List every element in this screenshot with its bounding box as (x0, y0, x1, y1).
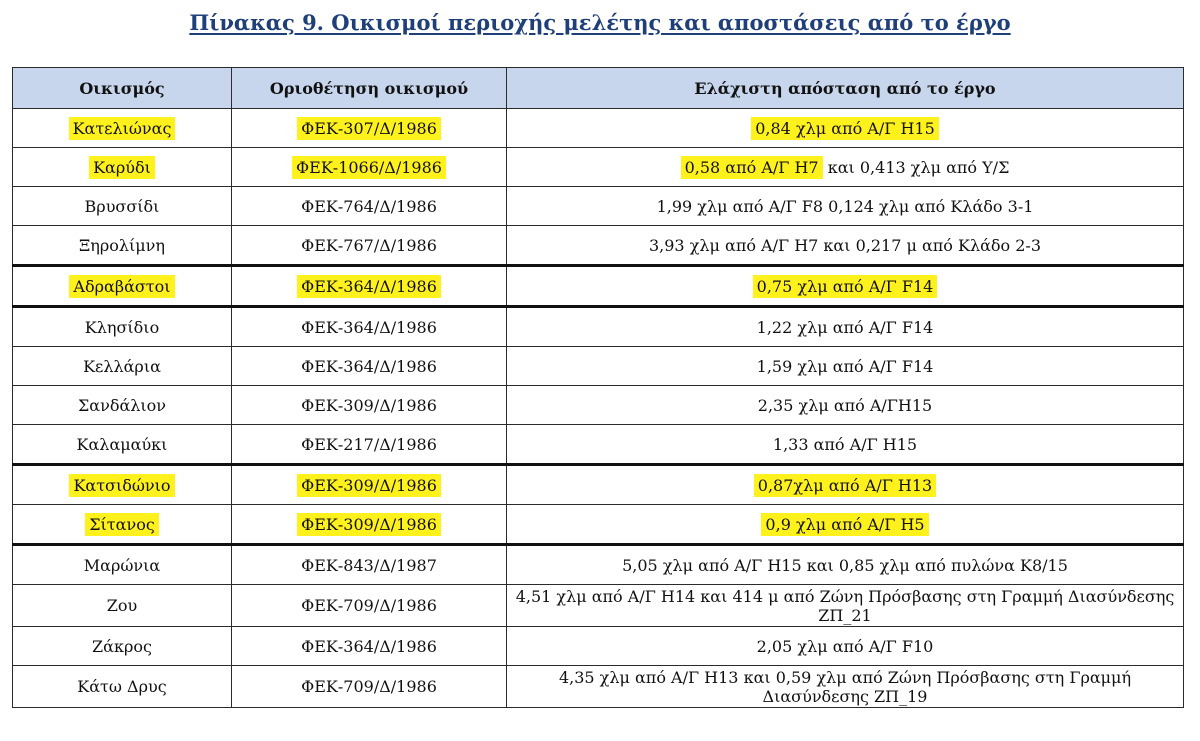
boundary-fek-cell (232, 627, 507, 666)
boundary-fek-cell (232, 148, 507, 187)
boundary-fek-cell (232, 425, 507, 465)
min-distance-cell (507, 187, 1184, 226)
settlement-name-cell (13, 465, 232, 505)
table-row (13, 187, 1184, 226)
settlement-name-cell (13, 307, 232, 347)
min-distance-text: 1,59 χλμ από Α/Γ F14 (756, 356, 934, 376)
table-row (13, 347, 1184, 386)
boundary-fek: ΦΕΚ-709/Δ/1986 (301, 596, 437, 615)
settlement-name: Μαρώνια (83, 555, 161, 575)
min-distance-highlighted: 0,84 χλμ από Α/Γ H15 (751, 117, 939, 140)
settlement-name: Ξηρολίμνη (78, 235, 165, 255)
min-distance-cell (507, 666, 1184, 708)
min-distance-cell (507, 465, 1184, 505)
settlement-name-cell (13, 627, 232, 666)
table-header-row (13, 68, 1184, 109)
settlement-name-cell (13, 425, 232, 465)
min-distance-highlighted: 0,9 χλμ από Α/Γ H5 (761, 513, 928, 536)
settlement-name-cell (13, 505, 232, 545)
settlement-name-cell (13, 386, 232, 425)
table-row (13, 148, 1184, 187)
min-distance-cell (507, 148, 1184, 187)
table-row (13, 307, 1184, 347)
settlement-name: Ζάκρος (92, 636, 152, 656)
settlement-name-cell (13, 585, 232, 627)
settlement-name: Καλαμαύκι (76, 434, 168, 454)
table-row (13, 425, 1184, 465)
min-distance-text: 1,22 χλμ από Α/Γ F14 (756, 317, 934, 337)
settlement-name: Κατελιώνας (69, 117, 176, 140)
table-row (13, 109, 1184, 148)
settlement-name-cell (13, 666, 232, 708)
min-distance-highlighted: 0,58 από Α/Γ H7 (681, 156, 823, 179)
min-distance-text: 4,51 χλμ από Α/Γ H14 και 414 μ από Ζώνη Πρόσβασης στη Γραμμή Διασύνδεσης ΖΠ_21 (515, 586, 1175, 625)
settlement-name: Σανδάλιον (77, 395, 167, 415)
settlement-name: Ζου (106, 596, 138, 615)
table-row (13, 666, 1184, 708)
settlement-name-cell (13, 109, 232, 148)
settlement-name: Κατσιδώνιο (69, 474, 174, 497)
header-boundary: Οριοθέτηση οικισμού (232, 68, 507, 109)
settlements-table (12, 67, 1184, 708)
min-distance-cell (507, 545, 1184, 585)
min-distance-cell (507, 226, 1184, 266)
boundary-fek: ΦΕΚ-309/Δ/1986 (297, 474, 441, 497)
boundary-fek-cell (232, 307, 507, 347)
min-distance-highlighted: 0,75 χλμ από Α/Γ F14 (753, 275, 938, 298)
min-distance-text: και 0,413 χλμ από Υ/Σ (827, 157, 1010, 177)
table-caption: Πίνακας 9. Οικισμοί περιοχής μελέτης και αποστάσεις από το έργο (189, 10, 1011, 35)
min-distance-cell (507, 307, 1184, 347)
boundary-fek-cell (232, 666, 507, 708)
settlement-name: Κλησίδιο (84, 317, 160, 337)
settlement-name-cell (13, 545, 232, 585)
min-distance-text: 2,35 χλμ από Α/ΓΗ15 (757, 395, 933, 415)
min-distance-cell (507, 505, 1184, 545)
settlement-name: Σίτανος (85, 513, 159, 536)
boundary-fek: ΦΕΚ-364/Δ/1986 (301, 356, 437, 376)
settlement-name: Αδραβάστοι (69, 275, 174, 298)
boundary-fek-cell (232, 226, 507, 266)
min-distance-text: 1,33 από Α/Γ H15 (772, 434, 918, 454)
table-row (13, 226, 1184, 266)
settlement-name: Κάτω Δρυς (77, 677, 167, 696)
settlement-name: Κελλάρια (83, 356, 161, 376)
table-row (13, 386, 1184, 425)
boundary-fek-cell (232, 109, 507, 148)
min-distance-cell (507, 585, 1184, 627)
min-distance-cell (507, 347, 1184, 386)
settlement-name: Καρύδι (89, 156, 155, 179)
boundary-fek: ΦΕΚ-307/Δ/1986 (297, 117, 441, 140)
boundary-fek-cell (232, 585, 507, 627)
table-row (13, 465, 1184, 505)
header-settlement: Οικισμός (13, 68, 232, 109)
boundary-fek-cell (232, 347, 507, 386)
boundary-fek: ΦΕΚ-1066/Δ/1986 (292, 156, 446, 179)
min-distance-cell (507, 627, 1184, 666)
table-row (13, 627, 1184, 666)
boundary-fek-cell (232, 505, 507, 545)
settlement-name-cell (13, 226, 232, 266)
boundary-fek: ΦΕΚ-709/Δ/1986 (301, 677, 437, 696)
boundary-fek: ΦΕΚ-364/Δ/1986 (301, 636, 437, 656)
settlement-name-cell (13, 187, 232, 226)
min-distance-highlighted: 0,87χλμ από Α/Γ H13 (754, 474, 936, 497)
table-row (13, 266, 1184, 307)
min-distance-cell (507, 386, 1184, 425)
boundary-fek-cell (232, 545, 507, 585)
settlement-name-cell (13, 347, 232, 386)
boundary-fek: ΦΕΚ-764/Δ/1986 (301, 196, 437, 216)
boundary-fek: ΦΕΚ-364/Δ/1986 (297, 275, 441, 298)
table-row (13, 585, 1184, 627)
min-distance-cell (507, 109, 1184, 148)
boundary-fek-cell (232, 187, 507, 226)
boundary-fek-cell (232, 465, 507, 505)
table-row (13, 545, 1184, 585)
min-distance-text: 5,05 χλμ από Α/Γ H15 και 0,85 χλμ από πυλώνα Κ8/15 (622, 555, 1068, 575)
boundary-fek: ΦΕΚ-309/Δ/1986 (297, 513, 441, 536)
settlement-name-cell (13, 148, 232, 187)
boundary-fek: ΦΕΚ-843/Δ/1987 (301, 555, 437, 575)
min-distance-text: 1,99 χλμ από Α/Γ F8 0,124 χλμ από Κλάδο 3-1 (656, 196, 1034, 216)
settlement-name: Βρυσσίδι (84, 196, 160, 216)
header-min-distance: Ελάχιστη απόσταση από το έργο (507, 68, 1184, 109)
min-distance-cell (507, 266, 1184, 307)
settlement-name-cell (13, 266, 232, 307)
table-row (13, 505, 1184, 545)
min-distance-cell (507, 425, 1184, 465)
boundary-fek: ΦΕΚ-309/Δ/1986 (301, 395, 437, 415)
boundary-fek: ΦΕΚ-217/Δ/1986 (301, 434, 437, 454)
boundary-fek-cell (232, 386, 507, 425)
min-distance-text: 4,35 χλμ από Α/Γ H13 και 0,59 χλμ από Ζώνη Πρόσβασης στη Γραμμή Διασύνδεσης ΖΠ_19 (558, 667, 1132, 706)
boundary-fek: ΦΕΚ-364/Δ/1986 (301, 317, 437, 337)
min-distance-text: 3,93 χλμ από Α/Γ H7 και 0,217 μ από Κλάδο 2-3 (648, 235, 1041, 255)
min-distance-text: 2,05 χλμ από Α/Γ F10 (756, 636, 934, 656)
boundary-fek: ΦΕΚ-767/Δ/1986 (301, 235, 437, 255)
boundary-fek-cell (232, 266, 507, 307)
